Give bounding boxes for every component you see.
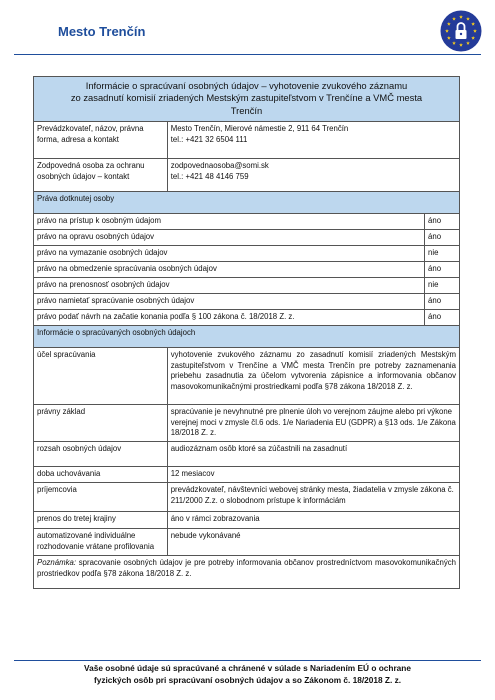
processing-label: prenos do tretej krajiny: [34, 512, 168, 529]
rights-row: [34, 294, 460, 310]
processing-label: účel spracúvania: [34, 348, 168, 405]
note-prefix: Poznámka:: [37, 558, 77, 568]
processing-label: rozsah osobných údajov: [34, 442, 168, 467]
eu-stars-padlock-icon: [440, 10, 482, 52]
right-answer: áno: [425, 262, 460, 278]
processing-value: prevádzkovateľ, návštevníci webovej stránky mesta, žiadatelia v zmysle zákona č. 211/2000 Z.z. o slobodnom prístupe k informáciám: [167, 483, 459, 512]
operator-phone: tel.: +421 32 6504 111: [170, 134, 248, 144]
rights-row: [34, 262, 460, 278]
processing-value: spracúvanie je nevyhnutné pre plnenie úloh vo verejnom záujme alebo pri výkone verejnej moci v zmysle čl.6 ods. 1/e Nariadenia EU (GDPR) a §13 ods. 1/e Zákona 18/2018 Z. z.: [167, 405, 459, 442]
processing-label: právny základ: [34, 405, 168, 442]
footer-divider: [14, 660, 481, 661]
right-label: právo na prístup k osobným údajom: [34, 214, 425, 230]
footer-line: fyzických osôb pri spracúvaní osobných údajov a so Zákonom č. 18/2018 Z. z.: [93, 675, 402, 686]
brand-title: Mesto Trenčín: [58, 24, 146, 39]
right-answer: áno: [425, 294, 460, 310]
right-label: právo na vymazanie osobných údajov: [34, 246, 425, 262]
processing-label: automatizované individuálne rozhodovanie vrátane profilovania: [34, 529, 168, 556]
processing-value: 12 mesiacov: [167, 467, 459, 483]
dpo-phone: tel.: +421 48 4146 759: [170, 171, 249, 181]
dpo-value: [167, 159, 459, 192]
right-label: právo na opravu osobných údajov: [34, 230, 425, 246]
processing-row: [34, 442, 460, 467]
processing-value: nebude vykonávané: [167, 529, 459, 556]
rights-row: [34, 214, 460, 230]
rights-row: [34, 310, 460, 326]
dpo-label: Zodpovedná osoba za ochranu osobných údajov – kontakt: [34, 159, 168, 192]
header-divider: [14, 54, 481, 55]
operator-value: [167, 122, 459, 159]
rights-row: [34, 230, 460, 246]
footer-notice: [40, 662, 455, 686]
operator-row: [34, 122, 460, 159]
processing-value: audiozáznam osôb ktoré sa zúčastnili na zasadnutí: [167, 442, 459, 467]
dpo-row: [34, 159, 460, 192]
processing-value: áno v rámci zobrazovania: [167, 512, 459, 529]
gdpr-info-table: [33, 76, 460, 589]
right-label: právo na prenosnosť osobných údajov: [34, 278, 425, 294]
processing-row: [34, 467, 460, 483]
operator-address: Mesto Trenčín, Mierové námestie 2, 911 64 Trenčín: [170, 124, 349, 134]
title-line: zo zasadnutí komisií zriadených Mestským zastupiteľstvom v Trenčíne a VMČ mesta: [70, 92, 423, 104]
processing-value: vyhotovenie zvukového záznamu zo zasadnutí komisií zriadených Mestským zastupiteľstvom v Trenčíne a VMČ mesta Trenčín pre potreby zaznamenania priebehu zasadnutia za účelom vytvorenia zápisnice a informovania občanov masovokomunikačnými prostriedkami podľa §78 zákona 18/2018 Z. z.: [167, 348, 459, 405]
rights-row: [34, 278, 460, 294]
dpo-email: zodpovednaosoba@somi.sk: [170, 161, 269, 171]
right-answer: nie: [425, 246, 460, 262]
title-row: [34, 77, 460, 122]
right-label: právo podať návrh na začatie konania podľa § 100 zákona č. 18/2018 Z. z.: [34, 310, 425, 326]
processing-label: doba uchovávania: [34, 467, 168, 483]
note-cell: [34, 556, 460, 589]
document-title: [34, 77, 460, 122]
rights-section-header: Práva dotknutej osoby: [34, 192, 460, 214]
processing-section-row: [34, 326, 460, 348]
right-answer: áno: [425, 230, 460, 246]
processing-row: [34, 512, 460, 529]
right-answer: nie: [425, 278, 460, 294]
operator-label: Prevádzkovateľ, názov, právna forma, adresa a kontakt: [34, 122, 168, 159]
title-line: Informácie o spracúvaní osobných údajov – vyhotovenie zvukového záznamu: [85, 80, 408, 91]
right-answer: áno: [425, 310, 460, 326]
note-row: [34, 556, 460, 589]
processing-row: [34, 483, 460, 512]
right-label: právo na obmedzenie spracúvania osobných údajov: [34, 262, 425, 278]
title-line: Trenčín: [230, 104, 263, 116]
right-label: právo namietať spracúvanie osobných údajov: [34, 294, 425, 310]
processing-row: [34, 405, 460, 442]
rights-row: [34, 246, 460, 262]
processing-label: príjemcovia: [34, 483, 168, 512]
processing-row: [34, 529, 460, 556]
processing-section-header: Informácie o spracúvaných osobných údajoch: [34, 326, 460, 348]
footer-line: Vaše osobné údaje sú spracúvané a chránené v súlade s Nariadením EÚ o ochrane: [84, 663, 411, 673]
processing-row: [34, 348, 460, 405]
right-answer: áno: [425, 214, 460, 230]
note-text: spracovanie osobných údajov je pre potreby informovania občanov prostredníctvom masovokomunikačných prostriedkov podľa §78 zákona 18/2018 Z. z.: [37, 558, 456, 578]
rights-section-row: [34, 192, 460, 214]
